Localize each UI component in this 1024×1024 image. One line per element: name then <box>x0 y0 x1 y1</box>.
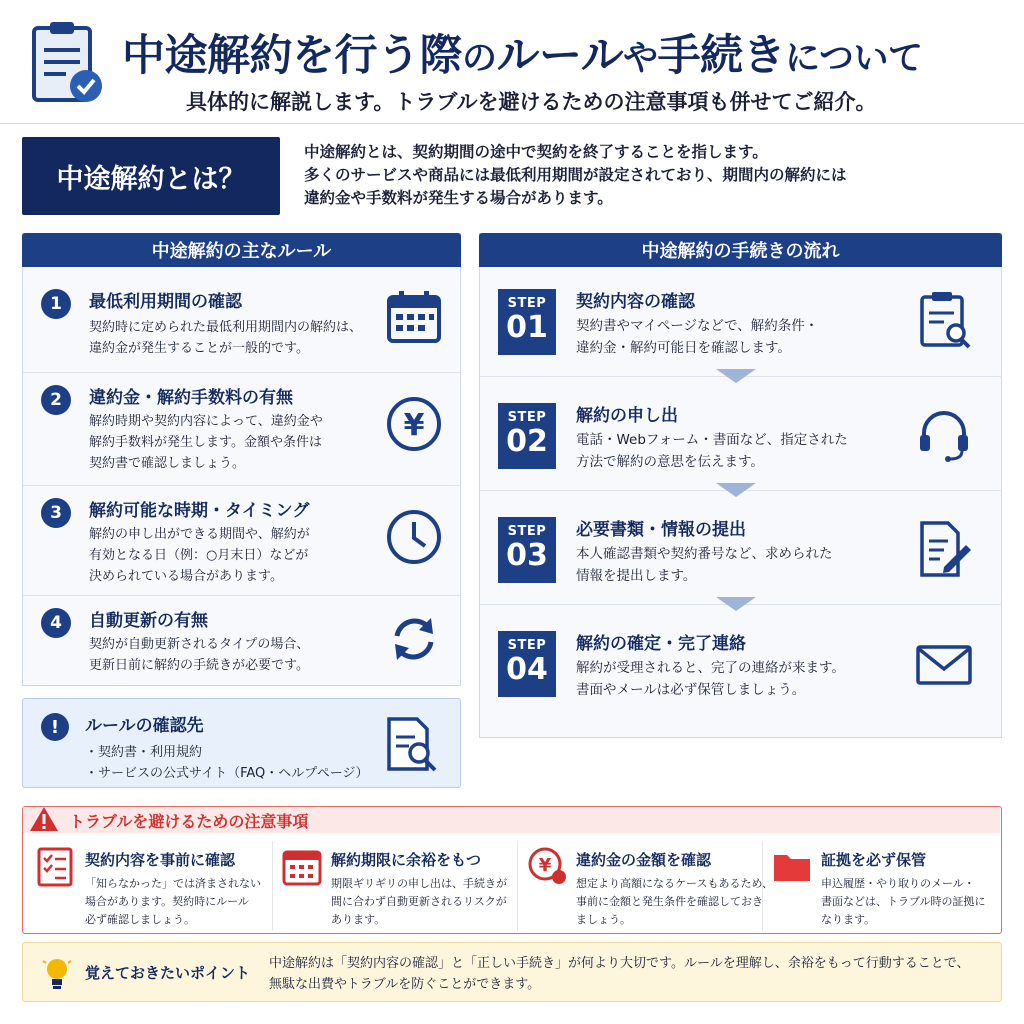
caution-item-description: 想定より高額になるケースもあるため、 事前に金額と発生条件を確認しておき ましょう。 <box>576 877 774 926</box>
lightbulb-icon <box>41 955 73 991</box>
step-title: 解約の確定・完了連絡 <box>576 634 746 654</box>
rule-number: 3 <box>41 498 71 528</box>
page-title: 中途解約を行う際のルールや手続きについて <box>122 31 923 81</box>
rule-description: 解約時期や契約内容によって、違約金や 解約手数料が発生します。金額や条件は 契約書で確認しましょう。 <box>89 414 323 471</box>
caution-header <box>23 807 1000 833</box>
caution-panel <box>22 806 1002 934</box>
rule-check-panel <box>22 698 461 788</box>
about-label: 中途解約とは？ <box>22 137 280 215</box>
caution-item-title: 契約内容を事前に確認 <box>85 851 236 869</box>
calendar-icon <box>385 289 443 347</box>
document-pen-icon <box>914 519 974 579</box>
step-description: 契約書やマイページなどで、解約条件・ 違約金・解約可能日を確認します。 <box>576 318 819 356</box>
rule-number: 1 <box>41 289 71 319</box>
rule-title: 解約可能な時期・タイミング <box>89 501 310 521</box>
step-item <box>480 377 1002 491</box>
rule-title: 最低利用期間の確認 <box>89 292 242 312</box>
svg-text:¥: ¥ <box>538 855 552 876</box>
step-description: 本人確認書類や契約番号など、求められた 情報を提出します。 <box>576 546 833 584</box>
rule-description: 契約が自動更新されるタイプの場合、 更新日前に解約の手続きが必要です。 <box>89 637 310 673</box>
step-badge: STEP 03 <box>498 517 556 583</box>
caution-item-title: 違約金の金額を確認 <box>576 851 712 869</box>
warning-icon <box>29 805 59 833</box>
check-item: ・サービスの公式サイト（FAQ・ヘルプページ） <box>85 766 369 781</box>
caution-item <box>517 841 774 931</box>
rule-number: 2 <box>41 385 71 415</box>
checklist-icon <box>35 845 77 887</box>
caution-item <box>762 841 998 931</box>
clipboard-search-icon <box>914 289 974 349</box>
step-title: 解約の申し出 <box>576 406 678 426</box>
caution-item-description: 期限ギリギリの申し出は、手続きが 間に合わず自動更新されるリスクが あります。 <box>331 877 507 926</box>
refresh-icon <box>385 610 443 668</box>
step-badge: STEP 04 <box>498 631 556 697</box>
folder-icon <box>771 845 813 887</box>
step-badge: STEP 01 <box>498 289 556 355</box>
check-title: ルールの確認先 <box>85 716 204 736</box>
rule-title: 違約金・解約手数料の有無 <box>89 388 293 408</box>
calendar-icon <box>281 845 323 887</box>
caution-item <box>272 841 517 931</box>
key-point-text: 中途解約は「契約内容の確認」と「正しい手続き」が何より大切です。ルールを理解し、余裕をもって行動することで、 無駄な出費やトラブルを防ぐことができます。 <box>269 956 970 992</box>
document-search-icon <box>383 715 441 773</box>
svg-text:¥: ¥ <box>403 408 425 443</box>
rule-item <box>23 373 461 486</box>
page-subtitle: 具体的に解説します。トラブルを避けるための注意事項も併せてご紹介。 <box>186 90 877 114</box>
header <box>0 0 1024 124</box>
step-description: 解約が受理されると、完了の連絡が来ます。 書面やメールは必ず保管しましょう。 <box>576 660 845 698</box>
clock-icon <box>385 508 443 566</box>
caution-item <box>27 841 272 931</box>
step-title: 契約内容の確認 <box>576 292 695 312</box>
steps-panel <box>479 233 1002 738</box>
step-description: 電話・Webフォーム・書面など、指定された 方法で解約の意思を伝えます。 <box>576 432 848 470</box>
rule-number: 4 <box>41 608 71 638</box>
step-item <box>480 267 1002 377</box>
steps-heading: 中途解約の手続きの流れ <box>479 233 1002 267</box>
check-item: ・契約書・利用規約 <box>85 745 203 760</box>
rule-description: 契約時に定められた最低利用期間内の解約は、 違約金が発生することが一般的です。 <box>89 320 363 356</box>
envelope-icon <box>914 635 974 695</box>
rule-title: 自動更新の有無 <box>89 611 208 631</box>
rule-item <box>23 596 461 686</box>
caution-item-description: 申込履歴・やり取りのメール・ 書面などは、トラブル時の証拠に なります。 <box>821 877 986 926</box>
headset-icon <box>914 405 974 465</box>
step-title: 必要書類・情報の提出 <box>576 520 746 540</box>
key-point-panel <box>22 942 1002 1002</box>
yen-icon <box>385 395 443 453</box>
step-badge: STEP 02 <box>498 403 556 469</box>
caution-title: トラブルを避けるための注意事項 <box>69 812 309 831</box>
key-point-title: 覚えておきたいポイント <box>85 964 251 982</box>
rule-description: 解約の申し出ができる期間や、解約が 有効となる日（例：○月末日）などが 決められている場合があります。 <box>89 527 310 584</box>
clipboard-check-icon <box>30 20 106 106</box>
about-description: 中途解約とは、契約期間の途中で契約を終了することを指します。 多くのサービスや商品には最低利用期間が設定されており、期間内の解約には 違約金や手数料が発生する場合があります。 <box>304 143 847 207</box>
step-item <box>480 491 1002 605</box>
rules-heading: 中途解約の主なルール <box>22 233 461 267</box>
info-icon: ! <box>41 713 69 741</box>
caution-item-title: 証拠を必ず保管 <box>821 851 927 869</box>
rule-item <box>23 267 461 373</box>
rule-item <box>23 486 461 596</box>
yen-coin-icon <box>526 845 568 887</box>
step-item <box>480 605 1002 738</box>
caution-item-description: 「知らなかった」では済まされない 場合があります。契約時にルール 必ず確認しましょう。 <box>85 877 261 926</box>
caution-item-title: 解約期限に余裕をもつ <box>331 851 482 869</box>
rules-panel <box>22 233 461 686</box>
